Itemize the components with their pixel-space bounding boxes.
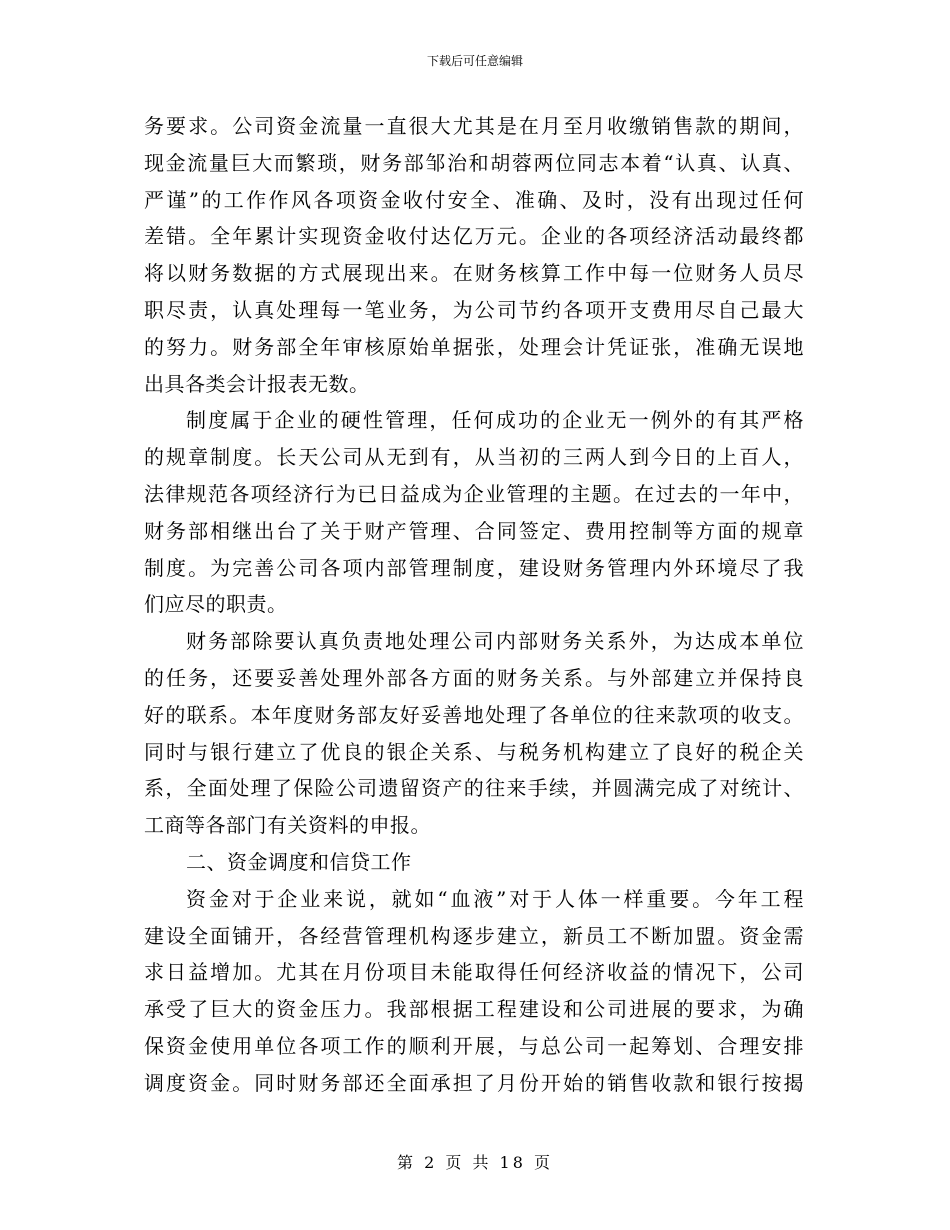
text-line: 财务部除要认真负责地处理公司内部财务关系外，为达成本单位 bbox=[186, 629, 804, 654]
section-heading-text: 二、资金调度和信贷工作 bbox=[186, 849, 412, 874]
text-line: 制度。为完善公司各项内部管理制度，建设财务管理内外环境尽了我 bbox=[144, 555, 804, 580]
text-line: 同时与银行建立了优良的银企关系、与税务机构建立了良好的税企关 bbox=[144, 739, 804, 764]
text-line: 调度资金。同时财务部还全面承担了月份开始的销售收款和银行按揭 bbox=[144, 1070, 804, 1095]
text-line: 现金流量巨大而繁琐，财务部邹治和胡蓉两位同志本着“认真、认真、 bbox=[144, 150, 804, 175]
section-heading bbox=[144, 844, 804, 881]
text-line: 务要求。公司资金流量一直很大尤其是在月至月收缴销售款的期间， bbox=[144, 114, 804, 138]
text-line: 承受了巨大的资金压力。我部根据工程建设和公司进展的要求，为确 bbox=[144, 997, 804, 1022]
text-line: 的努力。财务部全年审核原始单据张，处理会计凭证张，准确无误地 bbox=[144, 334, 804, 359]
text-line: 保资金使用单位各项工作的顺利开展，与总公司一起筹划、合理安排 bbox=[144, 1033, 804, 1058]
text-line: 制度属于企业的硬性管理，任何成功的企业无一例外的有其严格 bbox=[186, 408, 804, 433]
text-line: 资金对于企业来说，就如“血液”对于人体一样重要。今年工程 bbox=[186, 886, 804, 911]
text-line: 财务部相继出台了关于财产管理、合同签定、费用控制等方面的规章 bbox=[144, 518, 804, 543]
text-line: 的任务，还要妥善处理外部各方面的财务关系。与外部建立并保持良 bbox=[144, 665, 804, 690]
paragraph-rules-and-regulations bbox=[144, 402, 804, 623]
text-line: 好的联系。本年度财务部友好妥善地处理了各单位的往来款项的收支。 bbox=[144, 702, 804, 727]
paragraph-fund-scheduling bbox=[144, 881, 804, 1102]
text-line: 职尽责，认真处理每一笔业务，为公司节约各项开支费用尽自己最大 bbox=[144, 297, 804, 322]
text-line: 出具各类会计报表无数。 bbox=[144, 371, 370, 396]
document-body bbox=[144, 108, 804, 1102]
text-line: 求日益增加。尤其在月份项目未能取得任何经济收益的情况下，公司 bbox=[144, 960, 804, 985]
page-number-footer: 第 2 页 共 18 页 bbox=[397, 1153, 553, 1172]
text-line: 建设全面铺开，各经营管理机构逐步建立，新员工不断加盟。资金需 bbox=[144, 923, 804, 948]
text-line: 法律规范各项经济行为已日益成为企业管理的主题。在过去的一年中， bbox=[144, 481, 804, 506]
text-line: 严谨”的工作作风各项资金收付安全、准确、及时，没有出现过任何 bbox=[144, 187, 804, 212]
text-line: 的规章制度。长天公司从无到有，从当初的三两人到今日的上百人， bbox=[144, 445, 804, 470]
page-header-note: 下载后可任意编辑 bbox=[426, 54, 523, 68]
text-line: 系，全面处理了保险公司遗留资产的往来手续，并圆满完成了对统计、 bbox=[144, 776, 804, 801]
text-line: 差错。全年累计实现资金收付达亿万元。企业的各项经济活动最终都 bbox=[144, 224, 804, 249]
paragraph-financial-accounting bbox=[144, 108, 804, 402]
text-line: 将以财务数据的方式展现出来。在财务核算工作中每一位财务人员尽 bbox=[144, 261, 804, 286]
text-line: 工商等各部门有关资料的申报。 bbox=[144, 813, 431, 838]
text-line: 们应尽的职责。 bbox=[144, 592, 288, 617]
paragraph-external-relations bbox=[144, 623, 804, 844]
